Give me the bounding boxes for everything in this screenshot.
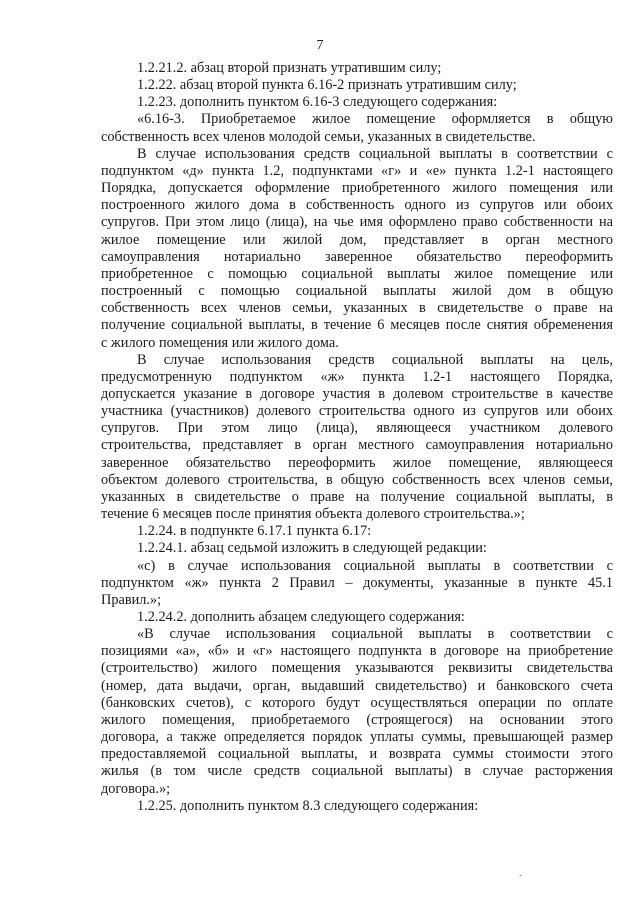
text-line: объектом долевого строительства, в общую собственность всех членов семьи, (101, 471, 613, 488)
text-line: В случае использования средств социальной выплаты в соответствии с (137, 145, 613, 162)
text-line: В случае использования средств социальной выплаты на цель, (137, 351, 613, 368)
page-number: 7 (316, 38, 324, 53)
text-line: (номер, дата выдачи, орган, выдавший свидетельство) и банковского счета (101, 677, 613, 694)
text-line: 1.2.24. в подпункте 6.17.1 пункта 6.17: (137, 523, 372, 540)
text-line: строительства, представляет в орган местного самоуправления нотариально (101, 437, 613, 454)
document-body (101, 60, 613, 815)
text-line: жилого помещения, приобретаемого (строящегося) на основании этого (101, 711, 613, 728)
text-line: позициями «а», «б» и «г» настоящего подпункта в договоре на приобретение (101, 643, 613, 660)
text-line: (строительство) жилого помещения указываются реквизиты свидетельства (101, 660, 613, 677)
text-line: участника (участников) долевого строительства одного из супругов или обоих (101, 403, 613, 420)
text-line: 1.2.24.1. абзац седьмой изложить в следующей редакции: (137, 540, 487, 557)
text-line: подпунктом «д» пункта 1.2, подпунктами «г» и «е» пункта 1.2-1 настоящего (101, 162, 613, 179)
text-line: получение социальной выплаты, в течение 6 месяцев после снятия обременения (101, 317, 613, 334)
text-line: собственность всех членов молодой семьи, указанных в свидетельстве. (101, 128, 536, 145)
text-line: жилое помещение или жилой дом, представляет в орган местного (101, 231, 613, 248)
text-line: заверенное обязательство переоформить жилое помещение, являющееся (101, 454, 613, 471)
text-line: «В случае использования социальной выплаты в соответствии с (137, 626, 613, 643)
text-line: договора, а также определяется порядок уплаты суммы, превышающей размер (101, 729, 613, 746)
text-line: предусмотренную подпунктом «ж» пункта 1.2-1 настоящего Порядка, (101, 368, 613, 385)
text-line: допускается указание в договоре участия в долевом строительстве в качестве (101, 385, 613, 402)
text-line: построенный с помощью социальной выплаты жилой дом в общую (101, 283, 613, 300)
text-line: самоуправления нотариально заверенное обязательство переоформить (101, 248, 613, 265)
text-line: «с) в случае использования социальной выплаты в соответствии с (137, 557, 613, 574)
text-line: указанных в свидетельстве о праве на получение социальной выплаты, в (101, 488, 613, 505)
text-line: супругов. При этом лицо (лица), на чье имя оформлено право собственности на (101, 214, 613, 231)
text-line: (банковских счетов), с которого будут осуществляться операции по оплате (101, 694, 613, 711)
text-line: подпунктом «ж» пункта 2 Правил – документы, указанные в пункте 45.1 (101, 574, 613, 591)
text-line: 1.2.24.2. дополнить абзацем следующего содержания: (137, 609, 465, 625)
text-line: предоставляемой социальной выплаты, и возврата суммы стоимости этого (101, 746, 613, 763)
text-line: с жилого помещения или жилого дома. (101, 334, 339, 351)
text-line: супругов. При этом лицо (лица), являющееся участником долевого (101, 420, 613, 437)
text-line: течение 6 месяцев после принятия объекта долевого строительства.»; (101, 506, 525, 523)
text-line: построенного жилого дома в собственность одного из супругов или обоих (101, 197, 613, 214)
text-line: собственность всех членов семьи, указанных в свидетельстве о праве на (101, 300, 613, 317)
text-line: 1.2.22. абзац второй пункта 6.16-2 признать утратившим силу; (137, 77, 517, 94)
text-line: «6.16-3. Приобретаемое жилое помещение оформляется в общую (137, 111, 613, 128)
text-line: договора.»; (101, 780, 171, 797)
text-line: жилья (в том числе средств социальной выплаты) в случае расторжения (101, 763, 613, 780)
text-line: Правил.»; (101, 591, 162, 608)
text-line: приобретенное с помощью социальной выплаты жилое помещение или (101, 265, 613, 282)
text-line: 1.2.25. дополнить пунктом 8.3 следующего содержания: (137, 797, 479, 814)
footer-mark: . (519, 868, 522, 879)
text-line: 1.2.21.2. абзац второй признать утратившим силу; (137, 60, 442, 76)
text-line: Порядка, допускается оформление приобретенного жилого помещения или (101, 180, 613, 197)
text-line: 1.2.23. дополнить пунктом 6.16-3 следующего содержания: (137, 94, 498, 111)
